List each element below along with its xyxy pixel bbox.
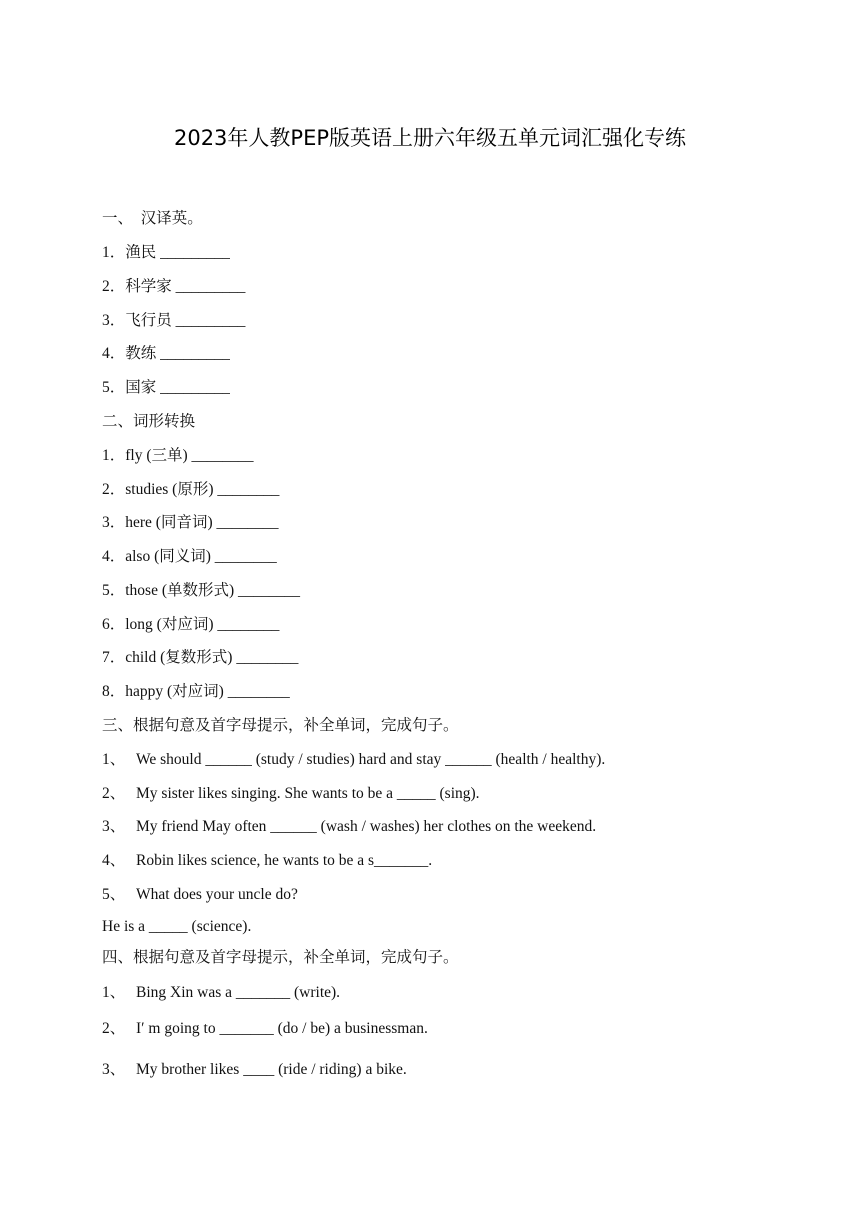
list-item: 4．教练 _________ [102, 345, 230, 362]
list-item: 1、 We should ______ (study / studies) hard and stay ______ (health / healthy). [102, 751, 606, 768]
list-item: 4．also (同义词) ________ [102, 548, 277, 565]
list-item: 2．科学家 _________ [102, 278, 246, 295]
list-item: 5．国家 _________ [102, 379, 230, 396]
list-item: 8．happy (对应词) ________ [102, 683, 290, 700]
section-2-heading: 二、词形转换 [102, 413, 196, 430]
list-item: 2、 I′ m going to _______ (do / be) a businessman. [102, 1020, 428, 1037]
list-item: 5、 What does your uncle do? [102, 886, 298, 903]
list-item: 2、 My sister likes singing. She wants to be a _____ (sing). [102, 785, 480, 802]
list-item: 5．those (单数形式) ________ [102, 582, 301, 599]
list-item: 3、 My friend May often ______ (wash / washes) her clothes on the weekend. [102, 818, 597, 835]
list-item: 1．fly (三单) ________ [102, 447, 254, 464]
section-3-heading: 三、根据句意及首字母提示，补全单词，完成句子。 [102, 717, 459, 734]
list-item: 1、 Bing Xin was a _______ (write). [102, 984, 341, 1001]
list-item: 1．渔民 _________ [102, 244, 230, 261]
list-item: 3．here (同音词) ________ [102, 514, 279, 531]
page-title: 2023年人教PEP版英语上册六年级五单元词汇强化专练 [173, 126, 687, 150]
list-item: 4、 Robin likes science, he wants to be a s_______. [102, 852, 433, 869]
list-item: He is a _____ (science). [102, 918, 252, 935]
list-item: 7．child (复数形式) ________ [102, 649, 299, 666]
list-item: 3．飞行员 _________ [102, 312, 246, 329]
list-item: 2．studies (原形) ________ [102, 481, 280, 498]
list-item: 6．long (对应词) ________ [102, 616, 280, 633]
section-1-heading: 一、 汉译英。 [102, 210, 203, 227]
list-item: 3、 My brother likes ____ (ride / riding) a bike. [102, 1061, 407, 1078]
section-4-heading: 四、根据句意及首字母提示，补全单词，完成句子。 [102, 949, 459, 966]
